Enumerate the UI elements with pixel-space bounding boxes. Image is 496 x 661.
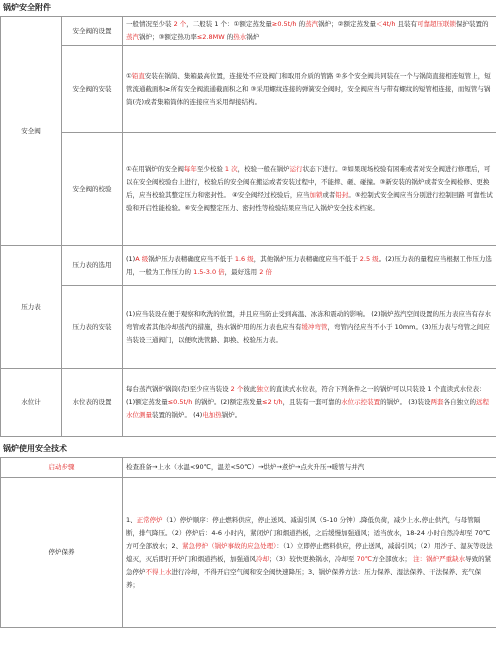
body-text: ，最好选用 [224, 267, 260, 276]
body-text: 导致的紧急停炉 [126, 554, 492, 576]
highlight-text: ＜4t/h [375, 20, 396, 28]
highlight-text: 不得上水 [145, 567, 172, 576]
body-text: 锅炉；②额定蒸发量 [318, 20, 376, 28]
body-text: 且装有 [395, 20, 418, 28]
row-content-valve-check [123, 133, 496, 246]
row-label-gauge-install: 压力表的安装 [62, 286, 123, 369]
body-text: 锅炉。 [221, 411, 242, 419]
body-text: ；（3）较快更换锅水，冷却至 [269, 554, 357, 563]
row-content-valve-install [123, 46, 496, 133]
highlight-text: 两套 [430, 398, 444, 406]
highlight-text: 独立 [256, 385, 270, 393]
body-text: 或者 [322, 191, 336, 199]
highlight-text: 远程水位测量 [126, 398, 489, 419]
body-text: 装置的锅炉。 (4) [152, 411, 203, 419]
body-text: 一般情况至少装 [126, 20, 174, 28]
body-text: 状态下进行。②如果现场校验有困难或者对安全阀进行修理后，可以在安全阀校验台上进行，校验后的安全阀在搬运或者安装过程中，不能摔、砸、碰撞。③新安装的锅炉或者安全阀检修、更换后，应当校验其整定压力和密封性。 ④安全阀经过校验后，应当 [126, 165, 491, 199]
body-text: 方全部放水； [372, 554, 414, 563]
row-label-valve-install: 安全阀的安装 [62, 46, 123, 133]
body-text: 每台蒸汽锅炉锅筒(壳)至少应当装设 [126, 385, 231, 393]
body-text: (1) [126, 254, 136, 263]
body-text: ，其他锅炉压力表精确度应当不低于 [253, 254, 360, 263]
body-text: 锅炉压力表精确度应当不低于 [148, 254, 235, 263]
section-title-operation: 锅炉使用安全技术 [3, 444, 67, 453]
highlight-text: 每年 [183, 165, 197, 173]
highlight-text: 2 倍 [259, 267, 272, 276]
body-text: 至少校验 [196, 165, 225, 173]
row-label-water-level: 水位表的设置 [62, 369, 123, 437]
highlight-text: 紧急停炉（锅炉事故的应急处理） [182, 541, 277, 550]
row-content-valve-setting [123, 17, 496, 46]
body-text: (1)应当装设在便于观察和吹洗的位置，并且应当防止受到高温、冰冻和震动的影响。 (2)锅炉蒸汽空间设置的压力表应当有存水弯管或者其他冷却蒸汽的措施，热水锅炉用的压力表也应当有 [126, 309, 491, 331]
row-content-gauge-select [123, 246, 496, 286]
highlight-text: 热水 [233, 33, 247, 41]
highlight-text: 加锁 [309, 191, 323, 199]
body-text: ：（1）立即停止燃料供应，停止送风，减弱引风；（2）用沙子、湿灰等设法熄灭，灭后即打开炉门和烟道挡板，加强通风 [126, 541, 493, 563]
highlight-text: 缓冲弯管 [301, 322, 328, 331]
body-text: （1）停炉顺序：停止燃料供应，停止送风、减弱引风（5-10 分钟）,降低负荷，减少上水,停止供汽，与母管隔断，排气降压。（2）停炉后：4-6 小时内，紧闭炉门和烟道挡板，之后缓慢加强通风；适当放水，18-24 小时自然冷却至 70℃方可全部放水；2、 [126, 515, 491, 550]
highlight-text: 2.5 级 [359, 254, 379, 263]
category-water-level: 水位计 [1, 369, 62, 437]
body-text: 的锅炉。 (3)装设 [380, 398, 431, 406]
body-text: ，且装有一套可靠的 [282, 398, 342, 406]
body-text: ，校验一般在锅炉 [237, 165, 290, 173]
highlight-text: 1.6 级 [234, 254, 254, 263]
row-label-valve-setting: 安全阀的设置 [62, 17, 123, 46]
highlight-text: 电加热 [202, 411, 222, 419]
body-text: ，弯管内径应当不小于 10mm。(3)压力表与弯管之间应当装设三通阀门，以便吹洗管路、卸换、校验压力表。 [126, 322, 490, 344]
highlight-text: A 级 [135, 254, 149, 263]
highlight-text: ≥0.5t/h [271, 20, 297, 28]
highlight-text: ≤2 t/h [262, 398, 283, 406]
body-text: 。(2)压力表的量程应当根据工作压力选用，一般为工作压力的 [126, 254, 492, 276]
row-label-valve-check: 安全阀的校验 [62, 133, 123, 246]
category-safety-valve: 安全阀 [1, 17, 62, 246]
highlight-text: 铅直 [131, 71, 145, 80]
highlight-text: ≤0.5t/h [167, 398, 193, 406]
highlight-text: 运行 [289, 165, 303, 173]
body-text: 安装在锅筒、集箱最高位置，连接处不应设阀门和取用介质的管路 ②多个安全阀共同装在一个与锅筒直接相连短管上，短管流通截面积≥所有安全阀流通截面积之和 ③采用螺纹连接的弹簧安全阀时，安全阀应当与带有螺纹的短管相连接，而短管与锅筒(壳)或者集箱筒体的连接应当采用焊接结构。 [126, 71, 491, 106]
row-label-gauge-select: 压力表的选用 [62, 246, 123, 286]
body-text: 保护装置的 [456, 20, 489, 28]
body-text: 的 [224, 33, 234, 41]
row-content-shutdown [123, 478, 496, 628]
row-content-water-level [123, 369, 496, 437]
body-text: 锅炉；③额定热功率 [139, 33, 197, 41]
highlight-text: ≤2.8MW [196, 33, 225, 41]
highlight-text: 水位示控装置 [341, 398, 381, 406]
highlight-text: 2 个 [230, 385, 244, 393]
category-pressure-gauge: 压力表 [1, 246, 62, 369]
highlight-text: 70℃ [356, 554, 373, 563]
highlight-text: 注：锅炉 [413, 554, 440, 563]
body-text: 彼此 [243, 385, 257, 393]
safety-accessories-table [0, 16, 496, 437]
body-text: ① [126, 71, 132, 80]
row-content-gauge-install [123, 286, 496, 369]
highlight-text: 铅封 [335, 191, 349, 199]
body-text: ①在用锅炉的安全阀 [126, 165, 184, 173]
body-text: 各自独立的 [443, 398, 476, 406]
highlight-text: 蒸汽 [305, 20, 319, 28]
highlight-text: 2 个 [173, 20, 187, 28]
highlight-text: 严重缺水 [439, 554, 466, 563]
row-label-shutdown: 停炉保养 [1, 478, 123, 628]
highlight-text: 冷却 [256, 554, 269, 563]
body-text: 进行冷却，不得开启空气阀和安全阀快速降压；3、锅炉保养方法：压力保养、湿法保养、干法保养、充气保养； [126, 567, 482, 589]
body-text: 的 [296, 20, 306, 28]
operation-table [0, 457, 496, 628]
body-text: ，二般装 1 个：①额定蒸发量 [186, 20, 272, 28]
row-label-startup: 启动步骤 [1, 458, 123, 478]
highlight-text: 可靠超压联锁 [417, 20, 457, 28]
highlight-text: 1 次 [224, 165, 238, 173]
highlight-text: 1.5-3.0 倍 [193, 267, 225, 276]
body-text: 。⑤控制式安全阀应当分别进行控制回路 可靠性试验和开启性能检验。⑥安全阀整定压力、密封性等检验结果应当记入锅炉安全技术档案。 [126, 191, 493, 212]
body-text: 的直读式水位表，符合下列条件之一的锅炉可以只装设 1 个直读式水位表：(1)额定蒸发量 [126, 385, 486, 406]
row-content-startup: 检查准备→上水（水温<90℃，温差<50℃）→烘炉→煮炉→点火升压→暖管与并汽 [123, 458, 496, 478]
body-text: 锅炉 [246, 33, 260, 41]
body-text: 的锅炉。(2)额定蒸发量 [192, 398, 263, 406]
section-title-safety-accessories: 锅炉安全附件 [3, 3, 51, 12]
highlight-text: 正常停炉 [136, 515, 163, 524]
body-text: 1、 [126, 515, 137, 524]
highlight-text: 蒸汽 [126, 33, 139, 41]
